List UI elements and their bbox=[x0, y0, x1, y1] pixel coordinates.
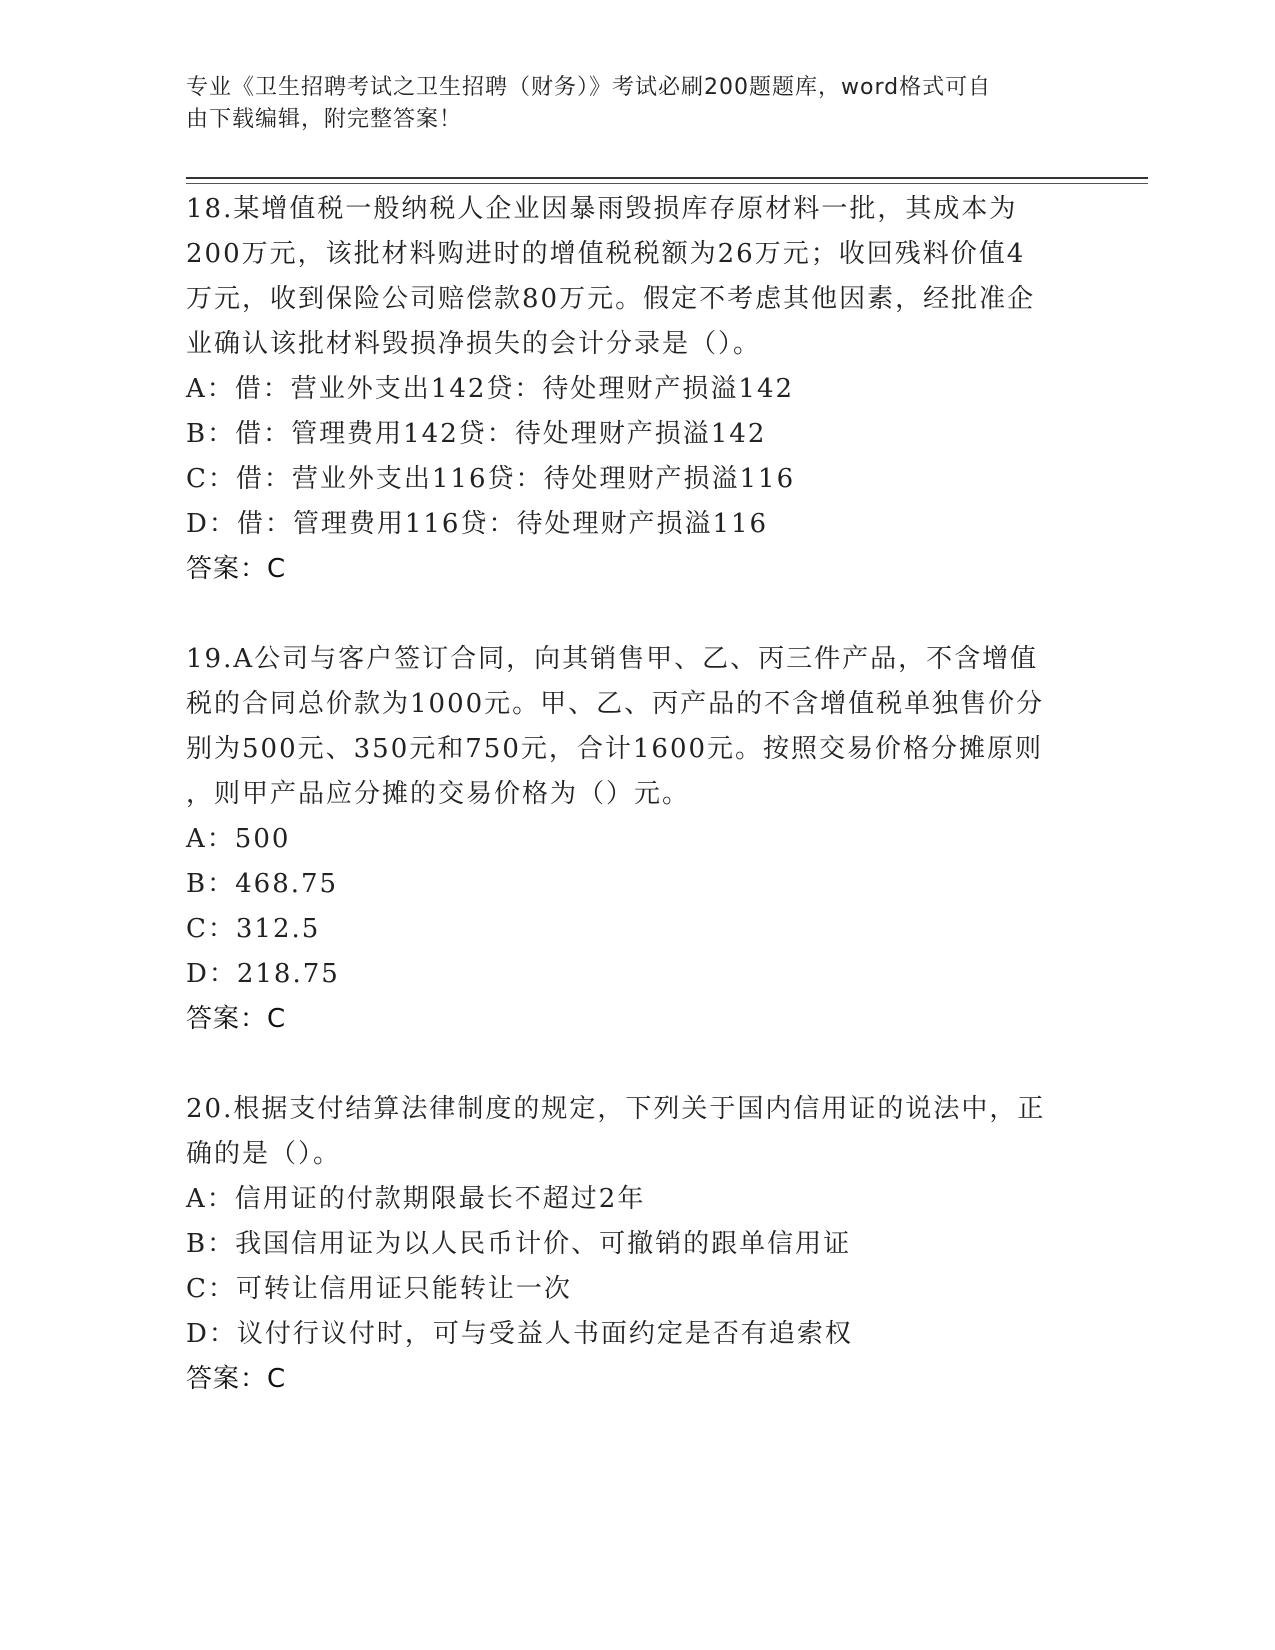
option-c: C：可转让信用证只能转让一次 bbox=[186, 1274, 572, 1304]
question-spacer bbox=[186, 1042, 1086, 1087]
question-list bbox=[186, 187, 1086, 1402]
option-b: B：借：管理费用142贷：待处理财产损溢142 bbox=[186, 419, 767, 449]
header-divider-thick bbox=[186, 177, 1148, 179]
question-20 bbox=[186, 1087, 1086, 1402]
option-c: C：借：营业外支出116贷：待处理财产损溢116 bbox=[186, 464, 796, 494]
option-d: D：议付行议付时，可与受益人书面约定是否有追索权 bbox=[186, 1319, 853, 1349]
question-stem-line: 业确认该批材料毁损净损失的会计分录是（）。 bbox=[186, 329, 762, 359]
question-spacer bbox=[186, 592, 1086, 637]
option-a: A：借：营业外支出142贷：待处理财产损溢142 bbox=[186, 374, 795, 404]
question-stem-line: 确的是（）。 bbox=[186, 1139, 342, 1169]
question-stem-line: 税的合同总价款为1000元。甲、乙、丙产品的不含增值税单独售价分 bbox=[186, 689, 1045, 719]
question-stem-line: 20.根据支付结算法律制度的规定，下列关于国内信用证的说法中，正 bbox=[186, 1094, 1046, 1124]
question-stem-line: 别为500元、350元和750元，合计1600元。按照交易价格分摊原则 bbox=[186, 734, 1044, 764]
question-stem-line: 19.A公司与客户签订合同，向其销售甲、乙、丙三件产品，不含增值 bbox=[186, 644, 1039, 674]
question-stem-line: 200万元，该批材料购进时的增值税税额为26万元；收回残料价值4 bbox=[186, 239, 1026, 269]
answer-line: 答案：C bbox=[186, 1004, 287, 1034]
option-a: A：信用证的付款期限最长不超过2年 bbox=[186, 1184, 646, 1214]
answer-line: 答案：C bbox=[186, 1364, 287, 1394]
option-b: B：468.75 bbox=[186, 869, 339, 899]
answer-line: 答案：C bbox=[186, 554, 287, 584]
option-a: A：500 bbox=[186, 824, 291, 854]
header-divider-thin bbox=[186, 183, 1148, 184]
question-stem-line: 18.某增值税一般纳税人企业因暴雨毁损库存原材料一批，其成本为 bbox=[186, 194, 1018, 224]
option-b: B：我国信用证为以人民币计价、可撤销的跟单信用证 bbox=[186, 1229, 852, 1259]
question-stem-line: ，则甲产品应分摊的交易价格为（）元。 bbox=[186, 779, 691, 809]
option-c: C：312.5 bbox=[186, 914, 321, 944]
option-d: D：借：管理费用116贷：待处理财产损溢116 bbox=[186, 509, 769, 539]
document-header bbox=[186, 72, 1066, 136]
header-line-2: 由下载编辑，附完整答案！ bbox=[186, 107, 463, 132]
question-18 bbox=[186, 187, 1086, 592]
option-d: D：218.75 bbox=[186, 959, 340, 989]
header-line-1: 专业《卫生招聘考试之卫生招聘（财务）》考试必刷200题题库，word格式可自 bbox=[186, 75, 992, 100]
question-19 bbox=[186, 637, 1086, 1042]
question-stem-line: 万元，收到保险公司赔偿款80万元。假定不考虑其他因素，经批准企 bbox=[186, 284, 1036, 314]
